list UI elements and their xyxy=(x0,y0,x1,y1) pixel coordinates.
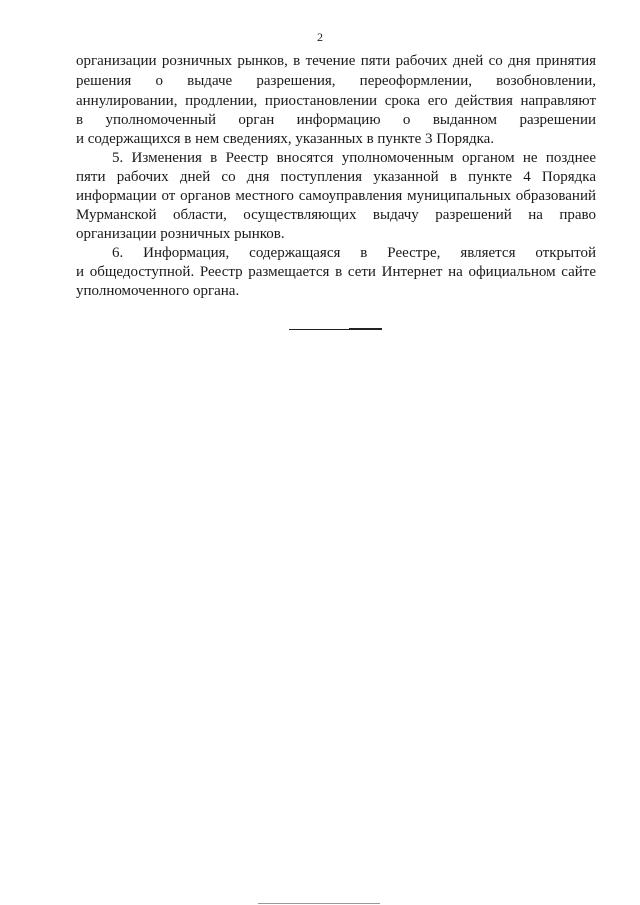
text-line: аннулировании, продлении, приостановлении срока его действия направляют xyxy=(76,93,596,109)
section-divider-accent xyxy=(349,328,382,330)
page-number: 2 xyxy=(317,30,323,44)
text-line: организации розничных рынков. xyxy=(76,226,285,242)
text-line: уполномоченного органа. xyxy=(76,283,240,299)
text-line: и содержащихся в нем сведениях, указанных в пункте 3 Порядка. xyxy=(76,131,495,147)
text-line: Мурманской области, осуществляющих выдачу разрешений на право xyxy=(76,207,596,223)
footer-rule xyxy=(258,903,380,904)
text-line: 6. Информация, содержащаяся в Реестре, является открытой xyxy=(112,245,596,261)
text-line: информации от органов местного самоуправления муниципальных образований xyxy=(76,188,596,204)
text-line: в уполномоченный орган информацию о выданном разрешении xyxy=(76,112,596,128)
text-line: 5. Изменения в Реестр вносятся уполномоченным органом не позднее xyxy=(112,150,596,166)
text-line: решения о выдаче разрешения, переоформлении, возобновлении, xyxy=(76,73,596,89)
text-line: и общедоступной. Реестр размещается в сети Интернет на официальном сайте xyxy=(76,264,596,280)
text-line: организации розничных рынков, в течение пяти рабочих дней со дня принятия xyxy=(76,53,596,69)
text-line: пяти рабочих дней со дня поступления указанной в пункте 4 Порядка xyxy=(76,169,596,185)
